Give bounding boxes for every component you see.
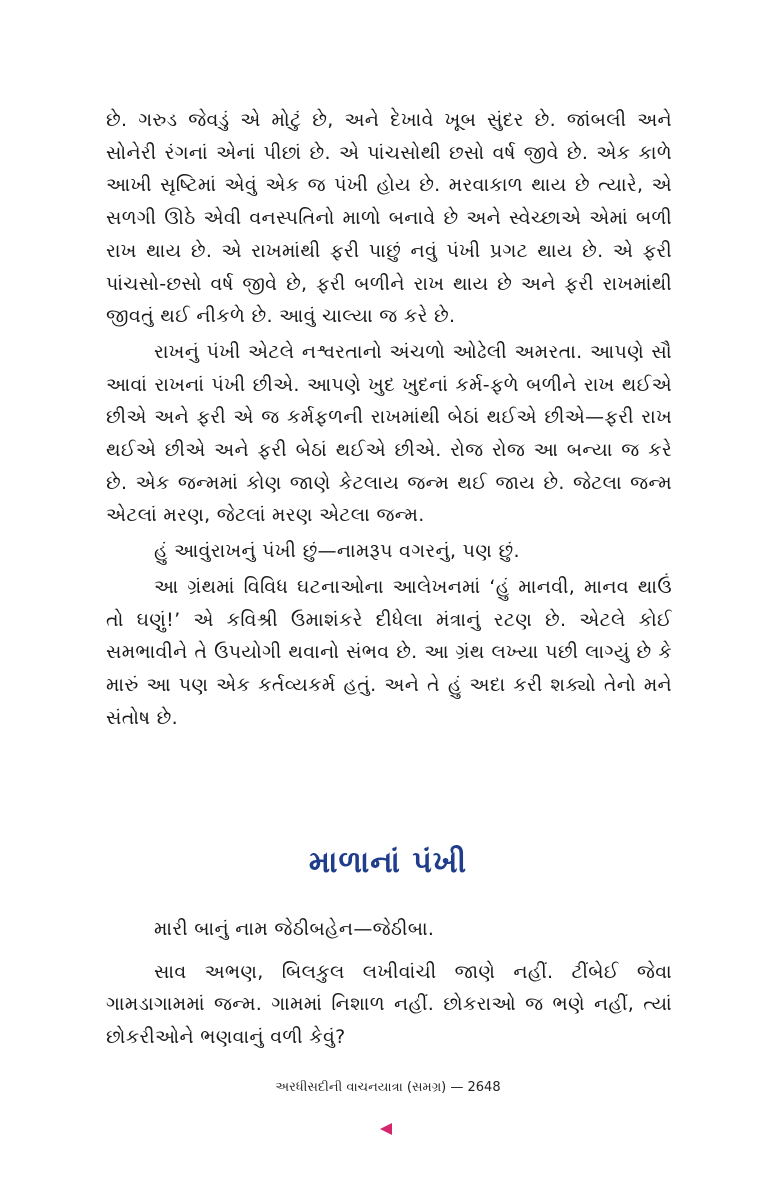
- paragraph: સાવ અભણ, બિલકુલ લખીવાંચી જાણે નહીં. ટીંબેઈ જેવા ગામડાગામમાં જન્મ. ગામમાં નિશાળ નહીં. છોકરાઓ જ ભણે નહીં, ત્યાં છોકરીઓને ભણવાનું વળી કેવું?: [106, 960, 672, 1049]
- chapter-text-section: [106, 913, 672, 1054]
- paragraph: રાખનું પંખી એટલે નશ્વરતાનો અંચળો ઓઢેલી અમરતા. આપણે સૌ આવાં રાખનાં પંખી છીએ. આપણે ખુદ ખુદનાં કર્મ-ફળે બળીને રાખ થઈએ છીએ અને ફરી એ જ કર્મફળની રાખમાંથી બેઠાં થઈએ છીએ—ફરી રાખ થઈએ છીએ અને ફરી બેઠાં થઈએ છીએ. રોજ રોજ આ બન્યા જ કરે છે. એક જન્મમાં કોણ જાણે કેટલાય જન્મ થઈ જાય છે. જેટલા જન્મ એટલાં મરણ, જેટલાં મરણ એટલા જન્મ.: [106, 340, 672, 527]
- paragraph: આ ગ્રંથમાં વિવિધ ઘટનાઓના આલેખનમાં ‘હું માનવી, માનવ થાઉં તો ઘણું!’ એ કવિશ્રી ઉમાશંકરે દીધેલા મંત્રાનું રટણ છે. એટલે કોઈ સમભાવીને તે ઉપયોગી થવાનો સંભવ છે. આ ગ્રંથ લખ્યા પછી લાગ્યું છે કે મારું આ પણ એક કર્તવ્યકર્મ હતું. અને તે હું અદા કરી શક્યો તેનો મને સંતોષ છે.: [106, 575, 672, 729]
- paragraph-continued: છે. ગરુડ જેવડું એ મોટું છે, અને દેખાવે ખૂબ સુંદર છે. જાંબલી અને સોનેરી રંગનાં એનાં પીછાં છે. એ પાંચસોથી છસો વર્ષ જીવે છે. એક કાળે આખી સૃષ્ટિમાં એવું એક જ પંખી હોય છે. મરવાકાળ થાય છે ત્યારે, એ સળગી ઊઠે એવી વનસ્પતિનો માળો બનાવે છે અને સ્વેચ્છાએ એમાં બળી રાખ થાય છે. એ રાખમાંથી ફરી પાછું નવું પંખી પ્રગટ થાય છે. એ ફરી પાંચસો-છસો વર્ષ જીવે છે, ફરી બળીને રાખ થાય છે અને ફરી રાખમાંથી જીવતું થઈ નીકળે છે. આવું ચાલ્યા જ કરે છે.: [106, 109, 672, 328]
- triangle-left-icon[interactable]: [380, 1123, 392, 1135]
- paragraph: હું આવુંરાખનું પંખી છું—નામરૂપ વગરનું, પણ છું.: [154, 540, 520, 563]
- page-footer: અરધીસદીની વાચનયાત્રા (સમગ્ર) — 2648: [275, 1080, 501, 1095]
- top-text-section: [106, 104, 672, 734]
- chapter-title: માળાનાં પંખી: [308, 845, 468, 880]
- paragraph: મારી બાનું નામ જેઠીબહેન—જેઠીબા.: [154, 918, 435, 940]
